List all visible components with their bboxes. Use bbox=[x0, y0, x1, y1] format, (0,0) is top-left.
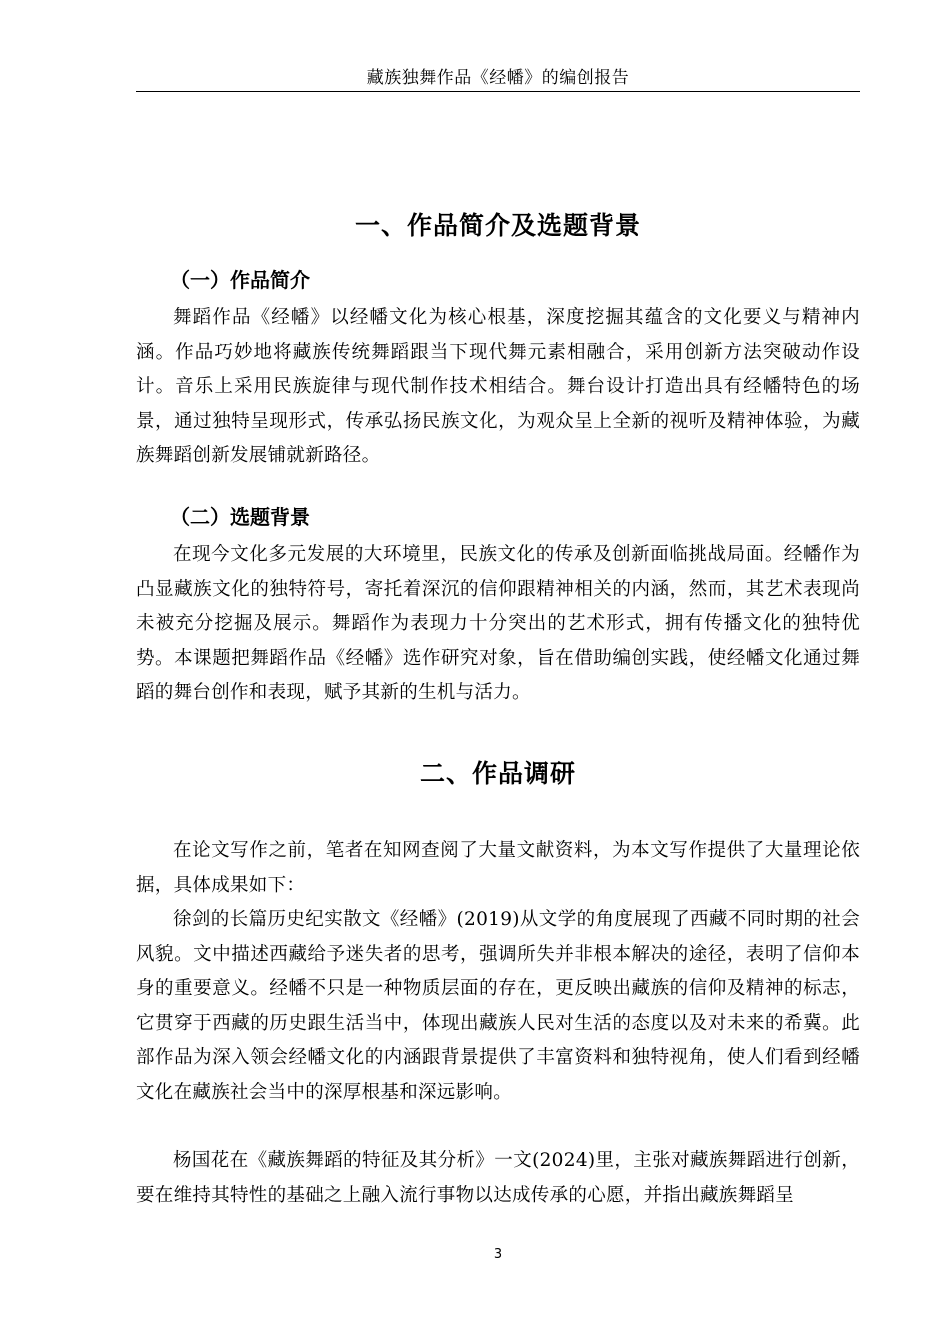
header-rule bbox=[136, 91, 860, 92]
section-2-title: 二、作品调研 bbox=[419, 759, 576, 788]
subsection-2-paragraph: 在现今文化多元发展的大环境里，民族文化的传承及创新面临挑战局面。经幡作为凸显藏族文化的独特符号，寄托着深沉的信仰跟精神相关的内涵，然而，其艺术表现尚未被充分挖掘及展示。舞蹈作为表现力十分突出的艺术形式，拥有传播文化的独特优势。本课题把舞蹈作品《经幡》选作研究对象，旨在借助编创实践，使经幡文化通过舞蹈的舞台创作和表现，赋予其新的生机与活力。 bbox=[136, 544, 860, 703]
running-header: 藏族独舞作品《经幡》的编创报告 bbox=[366, 68, 630, 88]
page-number: 3 bbox=[493, 1247, 503, 1262]
section-2-paragraph-1: 在论文写作之前，笔者在知网查阅了大量文献资料，为本文写作提供了大量理论依据，具体成果如下： bbox=[136, 840, 860, 896]
subsection-1-title: （一）作品简介 bbox=[170, 268, 310, 292]
section-1-title: 一、作品简介及选题背景 bbox=[354, 211, 641, 240]
subsection-1-paragraph: 舞蹈作品《经幡》以经幡文化为核心根基，深度挖掘其蕴含的文化要义与精神内涵。作品巧妙地将藏族传统舞蹈跟当下现代舞元素相融合，采用创新方法突破动作设计。音乐上采用民族旋律与现代制作技术相结合。舞台设计打造出具有经幡特色的场景，通过独特呈现形式，传承弘扬民族文化，为观众呈上全新的视听及精神体验，为藏族舞蹈创新发展铺就新路径。 bbox=[136, 307, 860, 466]
subsection-2-title: （二）选题背景 bbox=[170, 505, 310, 529]
section-2-paragraph-3: 杨国花在《藏族舞蹈的特征及其分析》一文(2024)里，主张对藏族舞蹈进行创新，要在维持其特性的基础之上融入流行事物以达成传承的心愿，并指出藏族舞蹈呈 bbox=[136, 1150, 860, 1206]
section-2-paragraph-2: 徐剑的长篇历史纪实散文《经幡》(2019)从文学的角度展现了西藏不同时期的社会风貌。文中描述西藏给予迷失者的思考，强调所失并非根本解决的途径，表明了信仰本身的重要意义。经幡不只是一种物质层面的存在，更反映出藏族的信仰及精神的标志，它贯穿于西藏的历史跟生活当中，体现出藏族人民对生活的态度以及对未来的希冀。此部作品为深入领会经幡文化的内涵跟背景提供了丰富资料和独特视角，使人们看到经幡文化在藏族社会当中的深厚根基和深远影响。 bbox=[136, 909, 860, 1103]
